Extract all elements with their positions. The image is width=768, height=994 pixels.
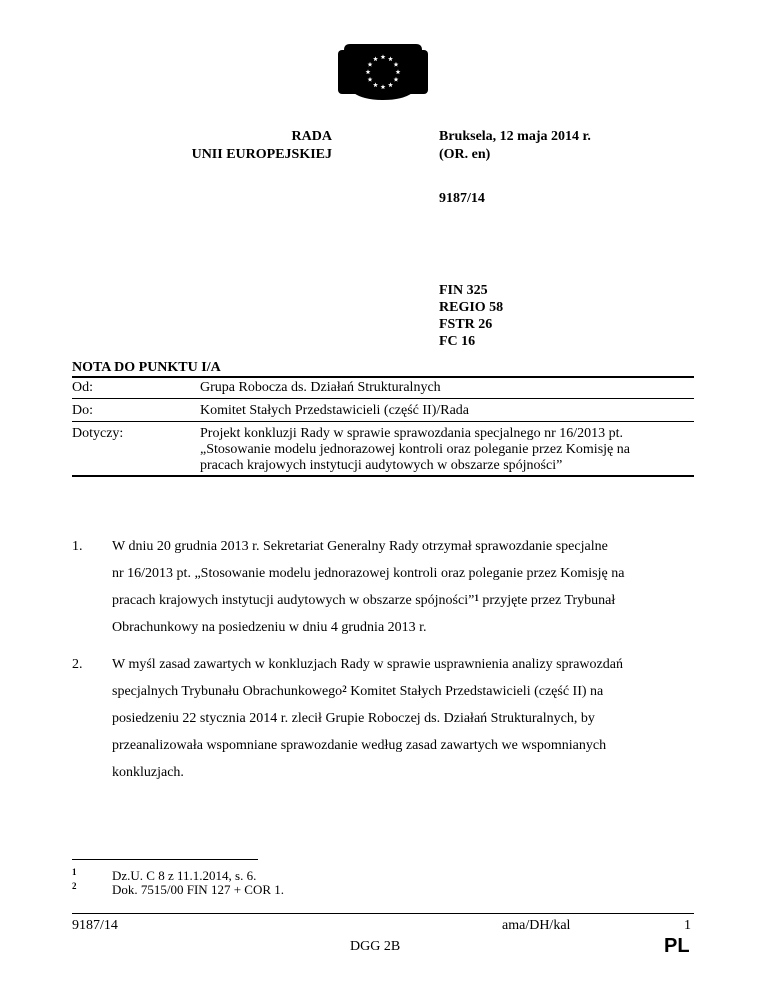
footnote-1-text: Dz.U. C 8 z 11.1.2014, s. 6. (112, 868, 257, 883)
council-name-line2: UNII EUROPEJSKIEJ (191, 147, 332, 162)
note-title: NOTA DO PUNKTU I/A (72, 360, 221, 375)
paragraph-2-line: konkluzjach. (112, 765, 184, 780)
paragraph-1-line3-tail: przyjęte przez Trybunał (478, 593, 616, 608)
footnote-ref-1: 1 (474, 593, 479, 603)
footer-directorate: DGG 2B (350, 939, 401, 954)
paragraph-1-line: W dniu 20 grudnia 2013 r. Sekretariat Generalny Rady otrzymał sprawozdanie specjalne (112, 539, 608, 554)
place-date: Bruksela, 12 maja 2014 r. (439, 129, 591, 144)
paragraph-2-line (112, 684, 603, 700)
original-language: (OR. en) (439, 147, 491, 162)
subject-line: pracach krajowych instytucji audytowych w obszarze spójności” (200, 458, 563, 473)
footnote-2-text: Dok. 7515/00 FIN 127 + COR 1. (112, 882, 285, 897)
doc-code-fin: FIN 325 (439, 283, 488, 298)
footer-doc-number: 9187/14 (72, 918, 118, 933)
footer-page-number: 1 (684, 918, 691, 933)
paragraph-2-line: posiedzeniu 22 stycznia 2014 r. zlecił Grupie Roboczej ds. Działań Strukturalnych, by (112, 711, 595, 726)
council-name (140, 128, 332, 164)
table-rule (72, 421, 694, 422)
paragraph-2-line: W myśl zasad zawartych w konkluzjach Rady w sprawie usprawnienia analizy sprawozdań (112, 657, 623, 672)
footnote-separator (72, 859, 258, 860)
footnote-1-number: 1 (72, 867, 77, 877)
paragraph-1-line: Obrachunkowy na posiedzeniu w dniu 4 grudnia 2013 r. (112, 620, 427, 635)
paragraph-1-line (112, 593, 615, 609)
footer-rule (72, 913, 694, 914)
row-to-label: Do: (72, 403, 93, 418)
doc-code-fc: FC 16 (439, 334, 476, 349)
paragraph-1-line3-text: pracach krajowych instytucji audytowych w obszarze spójności” (112, 593, 475, 608)
row-from-label: Od: (72, 380, 93, 395)
footnote-2-number: 2 (72, 881, 77, 891)
council-logo (338, 44, 428, 100)
paragraph-1-line: nr 16/2013 pt. „Stosowanie modelu jednorazowej kontroli oraz poleganie przez Komisję na (112, 566, 625, 581)
footnote-ref-2: 2 (342, 684, 347, 694)
row-to-value: Komitet Stałych Przedstawicieli (część II)/Rada (200, 403, 470, 418)
paragraph-2-number: 2. (72, 657, 83, 672)
document-number: 9187/14 (439, 191, 485, 206)
footer-initials: ama/DH/kal (502, 918, 571, 933)
table-bottom-rule (72, 475, 694, 477)
council-name-line1: RADA (291, 129, 332, 144)
subject-line: Projekt konkluzji Rady w sprawie sprawozdania specjalnego nr 16/2013 pt. (200, 426, 624, 441)
paragraph-1-number: 1. (72, 539, 83, 554)
row-subject-label: Dotyczy: (72, 426, 124, 441)
row-from-value: Grupa Robocza ds. Działań Strukturalnych (200, 380, 441, 395)
row-subject-value (200, 426, 694, 474)
doc-code-fstr: FSTR 26 (439, 317, 493, 332)
doc-code-regio: REGIO 58 (439, 300, 504, 315)
table-rule (72, 398, 694, 399)
table-top-rule (72, 376, 694, 378)
subject-line: „Stosowanie modelu jednorazowej kontroli oraz poleganie przez Komisję na (200, 442, 630, 457)
paragraph-2-line: przeanalizowała wspomniane sprawozdanie według zasad zawartych we wspomnianych (112, 738, 607, 753)
paragraph-2-line2-text: specjalnych Trybunału Obrachunkowego (112, 684, 343, 699)
paragraph-2-line2-tail: Komitet Stałych Przedstawicieli (część II) na (346, 684, 604, 699)
footer-language: PL (664, 935, 690, 957)
